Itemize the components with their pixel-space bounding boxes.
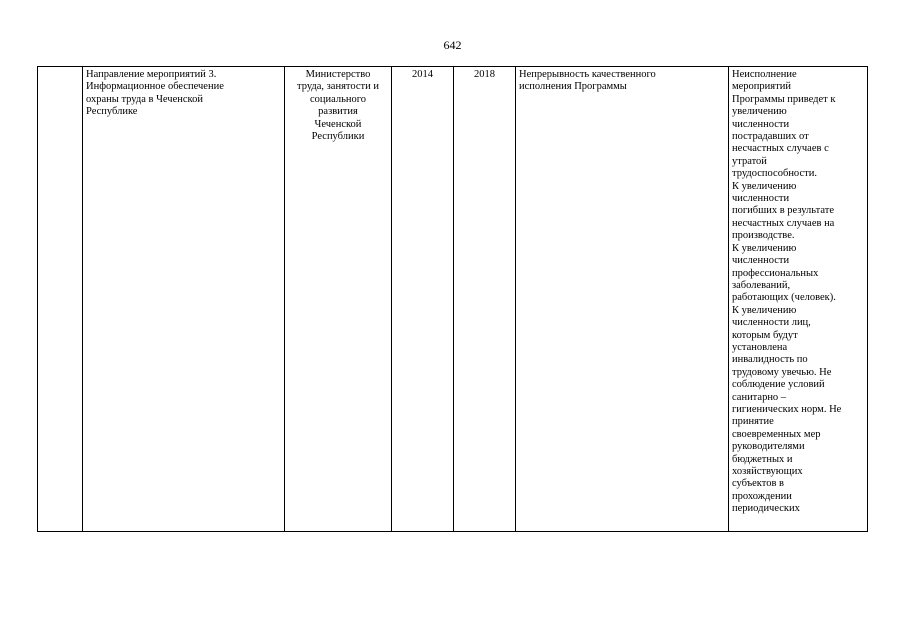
- consequence-line: пострадавших от: [732, 131, 809, 143]
- result-line: Непрерывность качественного: [519, 69, 656, 80]
- executor-cell: [285, 67, 392, 532]
- expected-result-cell: [516, 67, 729, 532]
- consequence-line: периодических: [732, 503, 800, 515]
- consequence-line: принятие: [732, 416, 774, 428]
- consequence-line: численности: [732, 255, 790, 267]
- executor-line: Чеченской: [314, 118, 362, 130]
- consequence-line: утратой: [732, 155, 767, 167]
- consequence-line: мероприятий: [732, 81, 791, 93]
- consequence-line: руководителями: [732, 441, 805, 453]
- executor-line: Министерство: [305, 69, 371, 80]
- executor-line: развития: [318, 106, 358, 118]
- consequence-line: гигиенических норм. Не: [732, 403, 842, 415]
- consequence-line: К увеличению: [732, 180, 797, 192]
- consequence-line: численности лиц,: [732, 317, 811, 329]
- consequence-line: своевременных мер: [732, 428, 821, 440]
- table-row: [38, 67, 868, 532]
- executor-line: Республики: [311, 131, 365, 143]
- consequence-line: несчастных случаев на: [732, 217, 835, 229]
- consequence-line: численности: [732, 193, 790, 205]
- direction-line: Направление мероприятий 3.: [86, 69, 217, 80]
- direction-line: Республике: [86, 106, 138, 118]
- consequence-line: Программы приведет к: [732, 93, 836, 105]
- consequence-line: санитарно –: [732, 391, 787, 403]
- consequence-line: профессиональных: [732, 267, 819, 279]
- result-line: исполнения Программы: [519, 81, 627, 93]
- executor-line: труда, занятости и: [296, 81, 379, 93]
- consequence-line: трудовому увечью. Не: [732, 366, 832, 378]
- consequence-line: прохождении: [732, 490, 792, 502]
- consequence-line: Неисполнение: [732, 69, 797, 80]
- consequence-line: несчастных случаев с: [732, 143, 829, 155]
- consequence-line: погибших в результате: [732, 205, 835, 217]
- index-cell: [38, 67, 83, 532]
- consequence-line: соблюдение условий: [732, 379, 825, 391]
- start-year-cell: 2014: [392, 67, 454, 532]
- consequence-line: увеличению: [732, 106, 787, 118]
- consequence-line: производстве.: [732, 230, 795, 242]
- consequence-line: работающих (человек).: [732, 292, 836, 304]
- page-number: 642: [443, 38, 462, 52]
- consequence-line: хозяйствующих: [732, 466, 803, 477]
- consequence-line: трудоспособности.: [732, 168, 817, 180]
- consequence-line: бюджетных и: [732, 453, 793, 465]
- consequences-cell: [729, 67, 868, 532]
- consequence-line: установлена: [732, 341, 788, 353]
- consequence-line: численности: [732, 118, 790, 130]
- consequence-line: К увеличению: [732, 304, 797, 316]
- direction-line: охраны труда в Чеченской: [86, 93, 203, 105]
- consequence-line: которым будут: [732, 329, 798, 341]
- executor-line: социального: [309, 93, 367, 105]
- consequence-line: К увеличению: [732, 242, 797, 254]
- direction-cell: [83, 67, 285, 532]
- consequence-line: субъектов в: [732, 478, 785, 490]
- program-table: [37, 66, 868, 532]
- consequence-line: заболеваний,: [732, 279, 791, 291]
- direction-line: Информационное обеспечение: [86, 81, 224, 93]
- consequence-line: инвалидность по: [732, 354, 808, 366]
- end-year-cell: 2018: [454, 67, 516, 532]
